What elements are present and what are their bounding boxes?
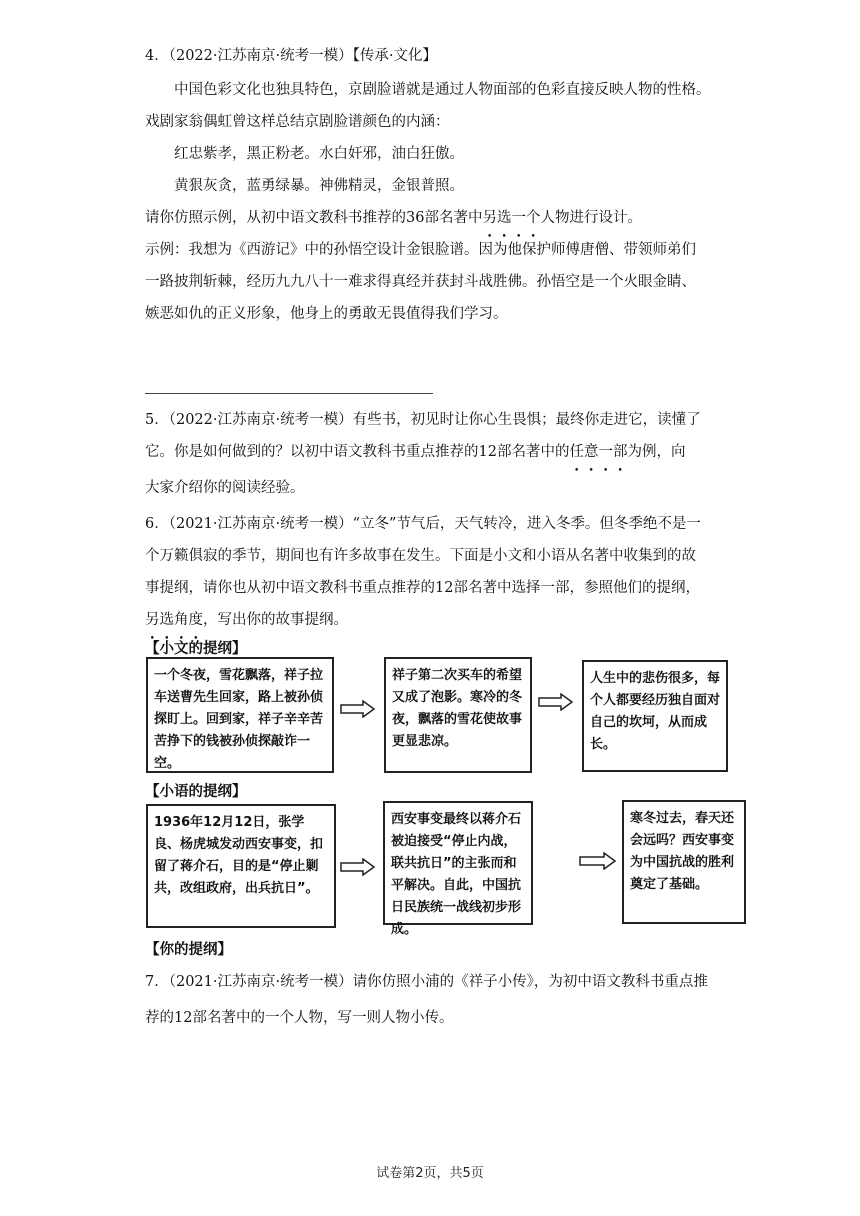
emphasis-char: 另 bbox=[482, 210, 497, 226]
xiaowen-box-3: 人生中的悲伤很多，每个人都要经历独自面对自己的坎坷，从而成长。 bbox=[582, 660, 728, 772]
q7-line-2: 荐的12部名著中的一个人物，写一则人物小传。 bbox=[145, 1010, 454, 1026]
q6-line-4b: ，写出你的故事提纲。 bbox=[203, 612, 348, 628]
page-footer: 试卷第2页，共5页 bbox=[376, 1166, 484, 1181]
q6-line-3: 事提纲，请你也从初中语文教科书重点推荐的12部名著中选择一部，参照他们的提纲， bbox=[145, 580, 700, 596]
q4-verse-1: 红忠紫孝，黑正粉老。水白奸邪，油白狂傲。 bbox=[174, 146, 464, 162]
q4-example-2: 一路披荆斩棘，经历九九八十一难求得真经并获封斗战胜佛。孙悟空是一个火眼金睛、 bbox=[145, 274, 696, 290]
q6-line-4 bbox=[145, 604, 735, 636]
emphasis-char: 意 bbox=[583, 444, 599, 460]
emphasis-char: 选 bbox=[496, 210, 512, 226]
emphasis-char: 另 bbox=[145, 612, 160, 628]
emphasis-char: 选 bbox=[159, 612, 174, 628]
answer-line bbox=[145, 393, 433, 394]
q5-emphasis bbox=[569, 444, 627, 460]
q5-line-2c: 为例，向 bbox=[627, 444, 686, 460]
yours-title: 【你的提纲】 bbox=[145, 942, 232, 958]
arrow-icon bbox=[579, 852, 617, 870]
question-6 bbox=[145, 508, 735, 636]
q7-line-1: 7．（2021·江苏南京·统考一模）请你仿照小浦的《祥子小传》，为初中语文教科书重点推 bbox=[145, 974, 708, 990]
emphasis-char: 部 bbox=[612, 444, 628, 460]
xiaowen-box-1: 一个冬夜，雪花飘落，祥子拉车送曹先生回家，路上被孙侦探盯上。回到家，祥子辛辛苦苦挣下的钱被孙侦探敲诈一空。 bbox=[146, 657, 334, 773]
question-5 bbox=[145, 404, 735, 504]
emphasis-char: 度 bbox=[188, 612, 203, 628]
emphasis-char: 角 bbox=[174, 612, 189, 628]
arrow-icon bbox=[340, 858, 376, 876]
emphasis-char: 个 bbox=[525, 210, 541, 226]
xiaoyu-box-2: 西安事变最终以蒋介石被迫接受“停止内战，联共抗日”的主张而和平解决。自此，中国抗日民族统一战线初步形成。 bbox=[383, 801, 533, 925]
emphasis-char: 一 bbox=[511, 210, 526, 226]
xiaowen-box-2: 祥子第二次买车的希望又成了泡影。寒冷的冬夜，飘落的雪花使故事更显悲凉。 bbox=[384, 657, 532, 773]
q4-task bbox=[145, 202, 735, 234]
q5-line-2 bbox=[145, 436, 735, 468]
q5-line-3: 大家介绍你的阅读经验。 bbox=[145, 480, 305, 496]
q4-task-a: 请你仿照示例，从初中语文教科书推荐的36部名著中 bbox=[145, 210, 483, 226]
arrow-icon bbox=[538, 693, 574, 711]
xiaoyu-title: 【小语的提纲】 bbox=[145, 784, 247, 800]
arrow-icon bbox=[340, 700, 376, 718]
q6-emphasis bbox=[145, 612, 203, 628]
question-4 bbox=[145, 40, 735, 330]
emphasis-char: 任 bbox=[569, 444, 584, 460]
xiaowen-title: 【小文的提纲】 bbox=[145, 641, 247, 657]
xiaoyu-box-3: 寒冬过去，春天还会远吗？西安事变为中国抗战的胜利奠定了基础。 bbox=[622, 800, 746, 924]
q4-verse-2: 黄狠灰贪，蓝勇绿暴。神佛精灵，金银普照。 bbox=[174, 178, 464, 194]
q4-example-3: 嫉恶如仇的正义形象，他身上的勇敢无畏值得我们学习。 bbox=[145, 306, 508, 322]
q4-task-c: 人物进行设计。 bbox=[540, 210, 642, 226]
xiaoyu-box-1: 1936年12月12日，张学良、杨虎城发动西安事变，扣留了蒋介石，目的是“停止剿共，改组政府，出兵抗日”。 bbox=[146, 804, 336, 928]
q6-line-2: 个万籁俱寂的季节，期间也有许多故事在发生。下面是小文和小语从名著中收集到的故 bbox=[145, 548, 696, 564]
q5-line-1: 5．（2022·江苏南京·统考一模）有些书，初见时让你心生畏惧；最终你走进它，读懂了 bbox=[145, 412, 701, 428]
q4-intro-2: 戏剧家翁偶虹曾这样总结京剧脸谱颜色的内涵： bbox=[145, 114, 450, 130]
question-7 bbox=[145, 966, 735, 1034]
q4-example-1: 示例：我想为《西游记》中的孙悟空设计金银脸谱。因为他保护师傅唐僧、带领师弟们 bbox=[145, 242, 696, 258]
q4-intro-1: 中国色彩文化也独具特色，京剧脸谱就是通过人物面部的色彩直接反映人物的性格。 bbox=[174, 82, 711, 98]
q4-header: 4．（2022·江苏南京·统考一模）【传承·文化】 bbox=[145, 48, 437, 64]
q5-line-2a: 它。你是如何做到的？以初中语文教科书重点推荐的12部名著中的 bbox=[145, 444, 570, 460]
q4-task-emphasis bbox=[482, 210, 540, 226]
emphasis-char: 一 bbox=[598, 444, 613, 460]
q6-line-1: 6．（2021·江苏南京·统考一模）“立冬”节气后，天气转冷，进入冬季。但冬季绝不是一 bbox=[145, 516, 701, 532]
